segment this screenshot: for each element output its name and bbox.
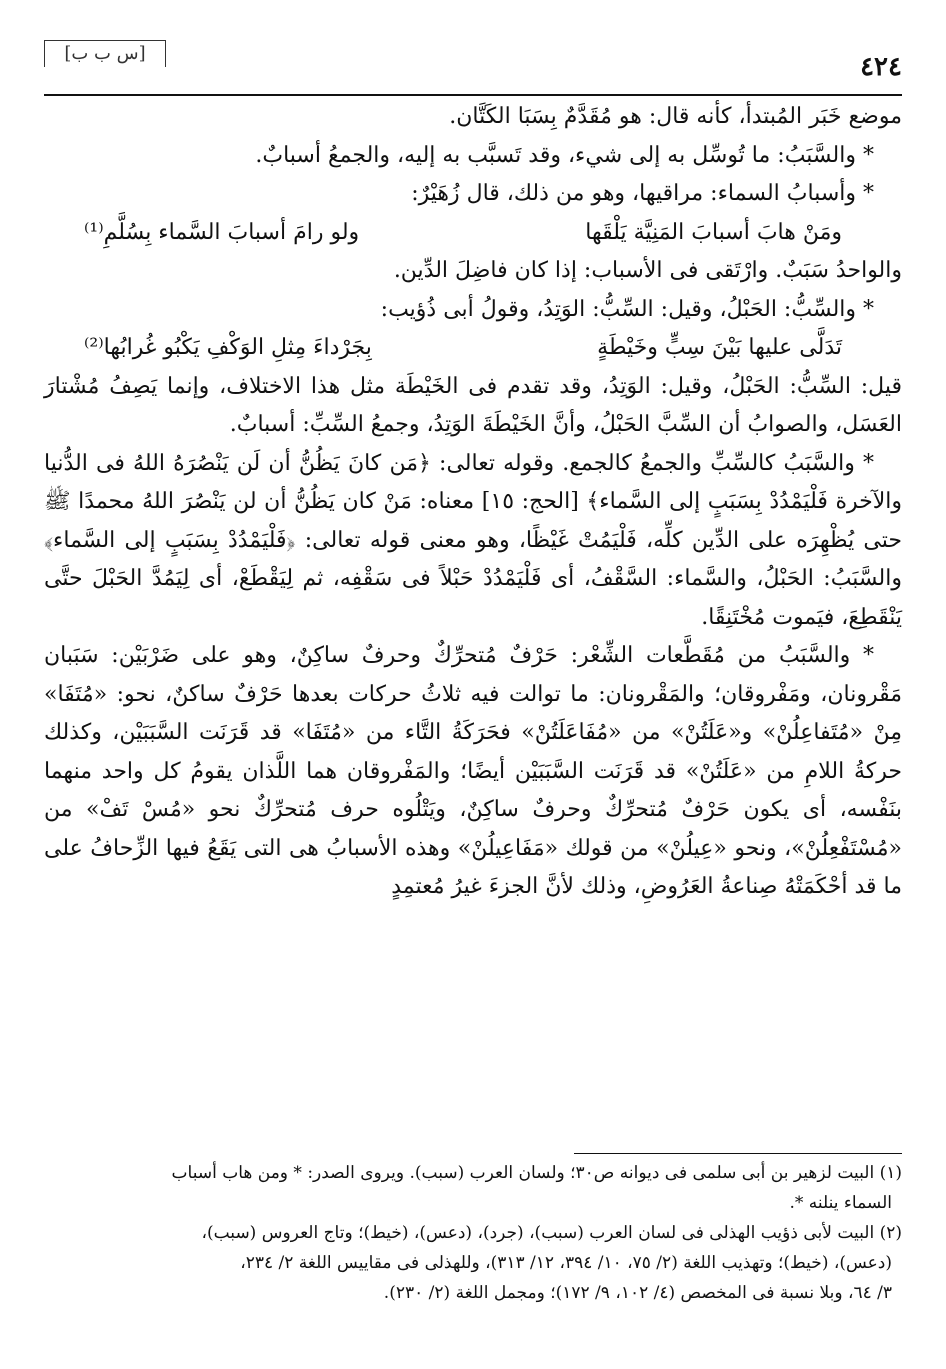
verse-2 <box>44 329 902 368</box>
footnote-rule <box>574 1153 902 1154</box>
paragraph-7: * والسَّبَبُ كالسِّبِّ والجمعُ كالجمع. وقوله تعالى: ﴿مَن كانَ يَظُنُّ أن لَن يَنْصُرَهُ اللهُ فى الدُّنيا والآخرة فَلْيَمْدُدْ بِسَبَبٍ إلى السَّماء﴾ [الحج: ١٥] معناه: مَنْ كان يَظُنُّ أن لن يَنْصُرَ اللهُ محمدًا ﷺ حتى يُظْهِرَه على الدِّين كلِّه، فَلْيَمُتْ غَيْظًا، وهو معنى قوله تعالى: ﴿فَلْيَمْدُدْ بِسَبَبٍ إلى السَّماء﴾ والسَّبَبُ: الحَبْلُ، والسَّماء: السَّقْفُ، أى فَلْيَمْدُدْ حَبْلاً فى سَقْفِه، ثم لِيَقْطَعْ، أى لِيَمُدَّ الحَبْلَ حتَّى يَنْقَطِعَ، فيَموت مُخْتَنِقًا. <box>44 450 902 630</box>
footnote-2-line-2: (دعس)، (خيط)؛ وتهذيب اللغة (٢/ ٧٥، ١٠/ ٣٩٤، ١٢/ ٣١٣)، وللهذلى فى مقاييس اللغة ٢/ ٢٣٤، <box>240 1253 892 1273</box>
page-number: ٤٢٤ <box>860 52 902 82</box>
paragraph-2: * والسَّبَبُ: ما تُوسِّل به إلى شيء، وقد تَسبَّب به إليه، والجمعُ أسبابٌ. <box>255 142 874 168</box>
paragraph-3: * وأسبابُ السماء: مراقيها، وهو من ذلك، قال زُهَيْرٌ: <box>411 181 874 206</box>
paragraph-5: * والسِّبُّ: الحَبْلُ، وقيل: السِّبُّ: الوَتِدُ، وقولُ أبى ذُؤيب: <box>380 296 874 322</box>
paragraph-4: والواحدُ سَبَبٌ. وارْتَقى فى الأسباب: إذا كان فاضِلَ الدِّين. <box>393 258 902 283</box>
verse-2-first-hemistich: تَدَلَّى عليها بَيْنَ سِبٍّ وخَيْطَةٍ <box>597 335 842 360</box>
footnote-1-line-2: السماء ينلنه *. <box>789 1193 892 1213</box>
verse-1-first-hemistich: ومَنْ هابَ أسبابَ المَنِيَّة يَلْقَها <box>585 219 842 245</box>
header-rule <box>44 94 902 96</box>
footnote-2-line-1: (٢) البيت لأبى ذؤيب الهذلى فى لسان العرب (سبب)، (جرد)، (دعس)، (خيط)؛ وتاج العروس (سبب)، <box>201 1223 902 1243</box>
verse-1-second-hemistich: ولو رامَ أسبابَ السَّماء بِسُلَّمِ⁽¹⁾ <box>84 219 360 245</box>
verse-2-second-hemistich: بِجَرْداءَ مِثلِ الوَكْفِ يَكْبُو غُرابُها⁽²⁾ <box>84 335 372 360</box>
root-letters-mark: [س ب ب] <box>44 40 166 67</box>
footnote-2-line-3: ٣/ ٦٤، وبلا نسبة فى المخصص (٤/ ١٠٢، ٩/ ١٧٢)؛ ومجمل اللغة (٢/ ٢٣٠). <box>383 1283 892 1303</box>
footnote-1-line-1: (١) البيت لزهير بن أبى سلمى فى ديوانه ص٣٠؛ ولسان العرب (سبب). ويروى الصدر: * ومن هاب أسباب <box>171 1163 902 1183</box>
main-text <box>44 98 902 907</box>
paragraph-8: * والسَّبَبُ من مُقَطَّعات الشِّعْر: حَرْفٌ مُتحرِّكٌ وحرفٌ ساكِنٌ، وهو على ضَرْبَيْن: سَبَبان مَقْرونان، ومَفْروقان؛ والمَقْرونان: ما توالت فيه ثلاثُ حركات بعدها حَرْفٌ ساكنٌ، نحو: «مُتَفَا» مِنْ «مُتَفاعِلُنْ» و«عَلَتُنْ» من «مُفَاعَلَتُنْ» فحَرَكَةُ التَّاء من «مُتَفَا» قد قَرَنَت السَّبَبَيْن، وكذلك حركةُ اللامِ من «عَلَتُنْ» قد قَرَنَت السَّبَبَيْن أيضًا؛ والمَفْروقان هما اللَّذان يقومُ كل واحد منهما بنَفْسه، أى يكون حَرْفٌ مُتحرِّكٌ وحرفٌ ساكِنٌ، ويَتْلُوه حرف مُتحرِّكٌ نحو «مُسْ تَفْ» من «مُسْتَفْعِلُنْ»، ونحو «عِيلُنْ» من قولك «مَفَاعِيلُنْ» وهذه الأسبابُ هى التى يَقَعُ فيها الزِّحافُ على ما قد أحْكَمَتْهُ صِناعةُ العَرُوضِ، وذلك لأنَّ الجزءَ غيرُ مُعتمِدٍ <box>44 643 902 899</box>
verse-1 <box>44 214 902 253</box>
paragraph-6: قيل: السِّبُّ: الحَبْلُ، وقيل: الوَتِدُ، وقد تقدم فى الخَيْطَة مثل هذا الاختلاف، وإنما يَصِفُ مُشْتارَ العَسَل، والصوابُ أن السِّبَّ الحَبْلُ، وأنَّ الخَيْطَةَ الوَتِدُ، وجمعُ السِّبِّ: أسبابٌ. <box>44 373 902 437</box>
footnotes <box>44 1158 902 1308</box>
paragraph-1: موضع خَبَر المُبتدأ، كأنه قال: هو مُقَدَّمٌ بِسَبَا الكَتَّان. <box>449 104 902 129</box>
